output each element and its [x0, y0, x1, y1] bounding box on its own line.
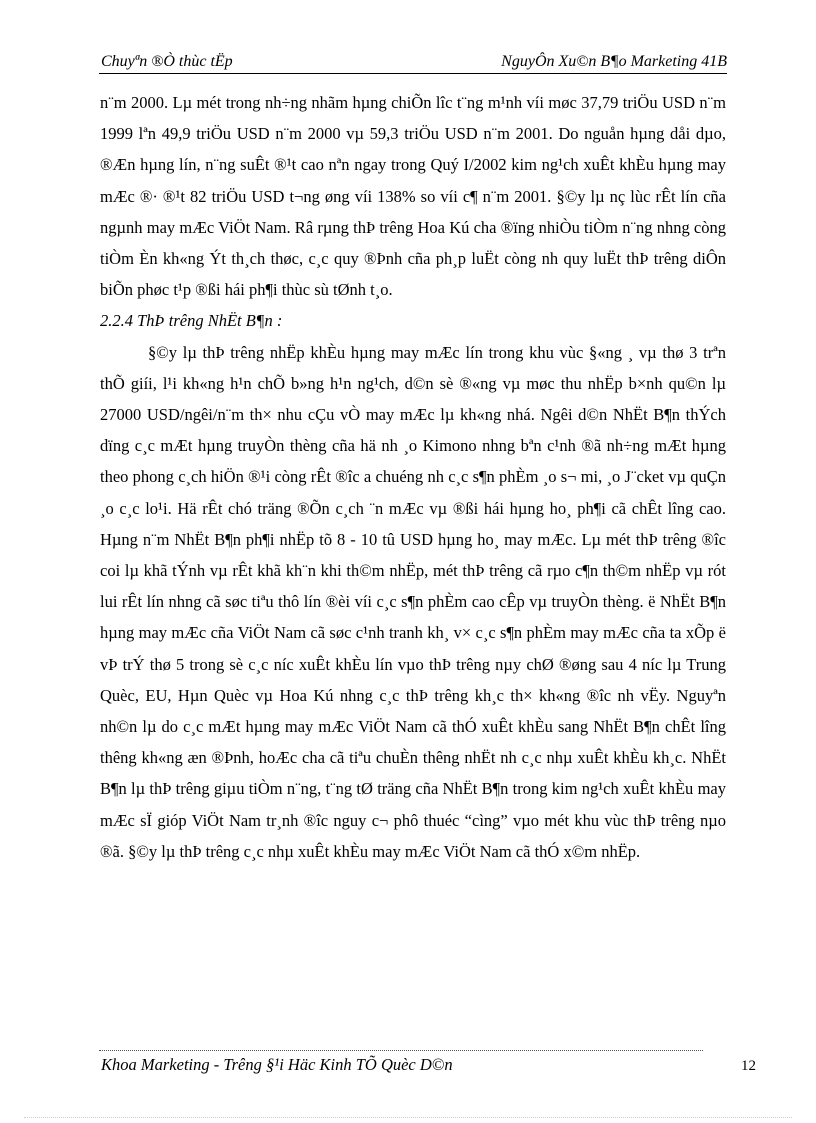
paragraph-us-market-continued: n¨m 2000. Lµ mét trong nh÷ng nhãm hµng chiÕn lîc t¨ng m¹nh víi møc 37,79 triÖu USD n¨m 1999 lªn 49,9 triÖu USD n¨m 2000 vµ 59,3 triÖu USD n¨m 2001. Do nguån hµng dåi dµo, ®Æn hµng lín, n¨ng suÊt ®¹t cao nªn ngay trong Quý I/2002 kim ng¹ch xuÊt khÈu hµng may mÆc ®· ®¹t 82 triÖu USD t¬ng øng víi 138% so víi c¶ n¨m 2001. §©y lµ nç lùc rÊt lín cña ngµnh may mÆc ViÖt Nam. Râ rµng thÞ trêng Hoa Kú cha ®ïng nhiÒu tiÒm n¨ng nhng còng tiÒm Èn kh«ng Ýt th¸ch thøc, c¸c quy ®Þnh cña ph¸p luËt còng nh quy luËt thÞ trêng diÔn biÕn phøc t¹p ®ßi hái ph¶i thùc sù tØnh t¸o.	[100, 93, 726, 300]
header-author-class: NguyÔn Xu©n B¶o Marketing 41B	[501, 53, 727, 70]
page-bottom-edge	[24, 1117, 792, 1118]
page-number: 12	[741, 1058, 756, 1074]
header-document-title: Chuyªn ®Ò thùc tËp	[101, 53, 233, 70]
page-header	[99, 50, 727, 74]
paragraph-japan-market: §©y lµ thÞ trêng nhËp khÈu hµng may mÆc lín trong khu vùc §«ng ¸ vµ thø 3 trªn thÕ giíi, l¹i kh«ng h¹n chÕ b»ng h¹n ng¹ch, d©n sè ®«ng vµ møc thu nhËp b×nh qu©n lµ 27000 USD/ngêi/n¨m th× nhu cÇu vÒ may mÆc lµ kh«ng nhá. Ngêi d©n NhËt B¶n thÝch dïng c¸c mÆt hµng truyÒn thèng cña hä nh ¸o Kimono nhng bªn c¹nh ®ã nh÷ng mÆt hµng theo phong c¸ch hiÖn ®¹i còng rÊt ®îc a chuéng nh c¸c s¶n phÈm ¸o s¬ mi, ¸o J¨cket vµ quÇn ¸o c¸c lo¹i. Hä rÊt chó träng ®Õn c¸ch ¨n mÆc vµ ®ßi hái hµng ho¸ ph¶i cã chÊt lîng cao. Hµng n¨m NhËt B¶n ph¶i nhËp tõ 8 - 10 tû USD hµng ho¸ may mÆc. Lµ mét thÞ trêng ®îc coi lµ khã tÝnh vµ rÊt khã kh¨n khi th©m nhËp, mét thÞ trêng cã rµo c¶n th©m nhËp vµ rót lui rÊt lín nhng cã søc tiªu thô lín ®èi víi c¸c s¶n phÈm cao cÊp vµ truyÒn thèng. ë NhËt B¶n hµng may mÆc cña ViÖt Nam cã søc c¹nh tranh kh¸ v× c¸c s¶n phÈm may mÆc cña ta xÕp ë vÞ trÝ thø 5 trong sè c¸c níc xuÊt khÈu lín vµo thÞ trêng nµy chØ ®øng sau 4 níc lµ Trung Quèc, EU, Hµn Quèc vµ Hoa Kú nhng c¸c thÞ trêng kh¸c th× kh«ng ®îc nh vËy. Nguyªn nh©n lµ do c¸c mÆt hµng may mÆc ViÖt Nam cã thÓ xuÊt khÈu sang NhËt B¶n chÊt lîng thêng kh«ng æn ®Þnh, hoÆc cha cã tiªu chuÈn thêng nhËt nh c¸c nhµ xuÊt khÈu kh¸c. NhËt B¶n lµ thÞ trêng giµu tiÒm n¨ng, t¨ng tØ träng cña NhËt B¶n trong kim ng¹ch xuÊt khÈu may mÆc sÏ gióp ViÖt Nam tr¸nh ®îc nguy c¬ phô thuéc “cìng” vµo mét khu vùc thÞ trêng nµo ®ã. §©y lµ thÞ trêng c¸c nhµ xuÊt khÈu may mÆc ViÖt Nam cã thÓ x©m nhËp.	[100, 342, 726, 861]
footer-divider	[99, 1050, 703, 1051]
document-body	[100, 87, 726, 867]
section-heading-japan-market: 2.2.4 ThÞ trêng NhËt B¶n :	[100, 311, 283, 331]
footer-faculty-school: Khoa Marketing - Trêng §¹i Häc Kinh TÕ Quèc D©n	[101, 1055, 453, 1074]
header-divider	[99, 73, 727, 74]
